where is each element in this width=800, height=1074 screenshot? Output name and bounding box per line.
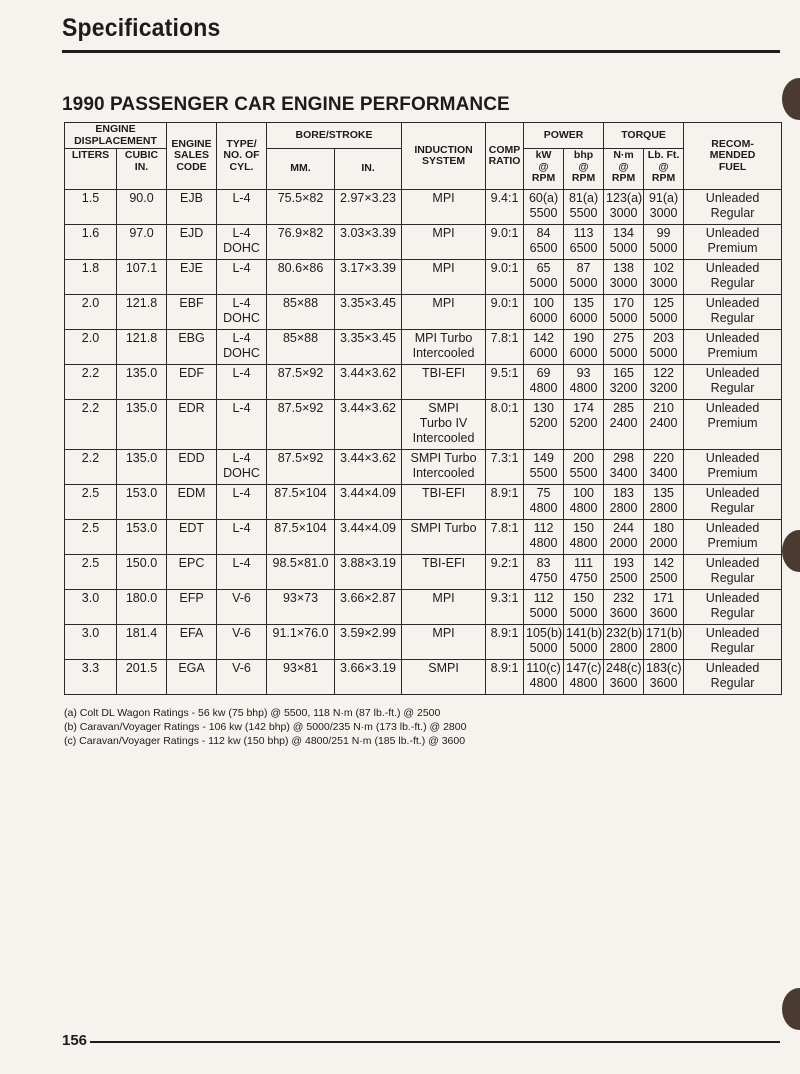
binder-hole-bottom — [782, 988, 800, 1030]
type-cylinders-header: TYPE/ NO. OF CYL. — [217, 123, 267, 190]
power-bhp-cell: 111 4750 — [564, 555, 604, 590]
power-kw-cell: 60(a) 5500 — [524, 190, 564, 225]
power-bhp-cell: 100 4800 — [564, 485, 604, 520]
cylinder-type-cell: V-6 — [217, 590, 267, 625]
cylinder-type-cell: L-4 DOHC — [217, 450, 267, 485]
table-body — [65, 190, 782, 695]
recommended-fuel-cell: Unleaded Premium — [684, 225, 782, 260]
cylinder-type-cell: L-4 — [217, 260, 267, 295]
recommended-fuel-cell: Unleaded Premium — [684, 450, 782, 485]
engine-code-cell: EDT — [167, 520, 217, 555]
bore-stroke-in-cell: 3.44×4.09 — [335, 520, 402, 555]
kw-rpm-header: kW @ RPM — [524, 149, 564, 190]
engine-code-cell: EFA — [167, 625, 217, 660]
cubic-in-cell: 90.0 — [117, 190, 167, 225]
table-row — [65, 485, 782, 520]
cubic-in-cell: 135.0 — [117, 450, 167, 485]
cylinder-type-cell: L-4 — [217, 485, 267, 520]
power-bhp-cell: 150 5000 — [564, 590, 604, 625]
recommended-fuel-cell: Unleaded Regular — [684, 295, 782, 330]
comp-ratio-cell: 7.8:1 — [486, 520, 524, 555]
torque-lbft-cell: 171 3600 — [644, 590, 684, 625]
engine-code-cell: EJE — [167, 260, 217, 295]
liters-cell: 2.2 — [65, 400, 117, 450]
table-row — [65, 400, 782, 450]
torque-nm-cell: 244 2000 — [604, 520, 644, 555]
comp-ratio-cell: 9.4:1 — [486, 190, 524, 225]
recommended-fuel-header: RECOM- MENDED FUEL — [684, 123, 782, 190]
power-kw-cell: 75 4800 — [524, 485, 564, 520]
comp-ratio-cell: 7.8:1 — [486, 330, 524, 365]
cubic-in-cell: 180.0 — [117, 590, 167, 625]
table-row — [65, 660, 782, 695]
liters-cell: 3.0 — [65, 625, 117, 660]
bore-stroke-in-cell: 3.44×3.62 — [335, 450, 402, 485]
header-rule — [62, 50, 780, 53]
engine-sales-code-header: ENGINE SALES CODE — [167, 123, 217, 190]
power-bhp-cell: 113 6500 — [564, 225, 604, 260]
torque-header: TORQUE — [604, 123, 684, 149]
torque-lbft-cell: 135 2800 — [644, 485, 684, 520]
liters-cell: 3.0 — [65, 590, 117, 625]
torque-nm-cell: 123(a) 3000 — [604, 190, 644, 225]
induction-system-cell: TBI-EFI — [402, 365, 486, 400]
engine-code-cell: EDF — [167, 365, 217, 400]
table-row — [65, 365, 782, 400]
bore-stroke-in-cell: 3.44×4.09 — [335, 485, 402, 520]
engine-code-cell: EBG — [167, 330, 217, 365]
power-bhp-cell: 141(b) 5000 — [564, 625, 604, 660]
induction-system-cell: MPI — [402, 625, 486, 660]
comp-ratio-header: COMP RATIO — [486, 123, 524, 190]
power-kw-cell: 84 6500 — [524, 225, 564, 260]
binder-hole-middle — [782, 530, 800, 572]
cylinder-type-cell: V-6 — [217, 660, 267, 695]
torque-lbft-cell: 142 2500 — [644, 555, 684, 590]
torque-lbft-cell: 210 2400 — [644, 400, 684, 450]
torque-lbft-cell: 203 5000 — [644, 330, 684, 365]
nm-rpm-header: N·m @ RPM — [604, 149, 644, 190]
bore-stroke-in-cell: 2.97×3.23 — [335, 190, 402, 225]
bore-stroke-in-cell: 3.66×2.87 — [335, 590, 402, 625]
power-kw-cell: 105(b) 5000 — [524, 625, 564, 660]
engine-code-cell: EPC — [167, 555, 217, 590]
cubic-in-cell: 181.4 — [117, 625, 167, 660]
power-kw-cell: 130 5200 — [524, 400, 564, 450]
table-row — [65, 590, 782, 625]
induction-system-cell: SMPI Turbo — [402, 520, 486, 555]
power-header: POWER — [524, 123, 604, 149]
torque-nm-cell: 232 3600 — [604, 590, 644, 625]
power-kw-cell: 112 4800 — [524, 520, 564, 555]
bore-stroke-mm-cell: 87.5×92 — [267, 400, 335, 450]
cylinder-type-cell: L-4 DOHC — [217, 225, 267, 260]
cylinder-type-cell: V-6 — [217, 625, 267, 660]
cubic-in-cell: 150.0 — [117, 555, 167, 590]
bore-stroke-in-cell: 3.44×3.62 — [335, 400, 402, 450]
induction-system-cell: MPI — [402, 260, 486, 295]
cubic-in-cell: 121.8 — [117, 330, 167, 365]
comp-ratio-cell: 9.0:1 — [486, 295, 524, 330]
torque-nm-cell: 285 2400 — [604, 400, 644, 450]
liters-cell: 2.2 — [65, 450, 117, 485]
power-bhp-cell: 190 6000 — [564, 330, 604, 365]
recommended-fuel-cell: Unleaded Regular — [684, 485, 782, 520]
cubic-in-cell: 153.0 — [117, 485, 167, 520]
comp-ratio-cell: 8.0:1 — [486, 400, 524, 450]
recommended-fuel-cell: Unleaded Premium — [684, 520, 782, 555]
torque-nm-cell: 275 5000 — [604, 330, 644, 365]
footnote-c: (c) Caravan/Voyager Ratings - 112 kw (150 bhp) @ 4800/251 N·m (185 lb.-ft.) @ 3600 — [64, 735, 466, 747]
power-bhp-cell: 81(a) 5500 — [564, 190, 604, 225]
bhp-rpm-header: bhp @ RPM — [564, 149, 604, 190]
liters-cell: 1.8 — [65, 260, 117, 295]
induction-system-cell: TBI-EFI — [402, 555, 486, 590]
power-kw-cell: 100 6000 — [524, 295, 564, 330]
cubic-in-header: CUBIC IN. — [117, 149, 167, 190]
torque-lbft-cell: 125 5000 — [644, 295, 684, 330]
engine-code-cell: EFP — [167, 590, 217, 625]
bore-stroke-mm-cell: 75.5×82 — [267, 190, 335, 225]
bore-stroke-in-cell: 3.88×3.19 — [335, 555, 402, 590]
torque-lbft-cell: 122 3200 — [644, 365, 684, 400]
bore-stroke-mm-cell: 87.5×92 — [267, 365, 335, 400]
recommended-fuel-cell: Unleaded Regular — [684, 660, 782, 695]
bore-stroke-mm-cell: 87.5×104 — [267, 520, 335, 555]
power-bhp-cell: 200 5500 — [564, 450, 604, 485]
footnote-a: (a) Colt DL Wagon Ratings - 56 kw (75 bhp) @ 5500, 118 N·m (87 lb.-ft.) @ 2500 — [64, 707, 441, 719]
liters-cell: 1.5 — [65, 190, 117, 225]
cubic-in-cell: 121.8 — [117, 295, 167, 330]
footer-rule — [90, 1041, 780, 1043]
induction-system-cell: MPI — [402, 225, 486, 260]
bore-stroke-in-cell: 3.35×3.45 — [335, 330, 402, 365]
torque-nm-cell: 193 2500 — [604, 555, 644, 590]
cubic-in-cell: 97.0 — [117, 225, 167, 260]
bore-stroke-header: BORE/STROKE — [267, 123, 402, 149]
liters-cell: 1.6 — [65, 225, 117, 260]
cylinder-type-cell: L-4 — [217, 190, 267, 225]
recommended-fuel-cell: Unleaded Regular — [684, 625, 782, 660]
cubic-in-cell: 135.0 — [117, 400, 167, 450]
bore-stroke-mm-cell: 87.5×92 — [267, 450, 335, 485]
bore-stroke-mm-cell: 93×73 — [267, 590, 335, 625]
comp-ratio-cell: 9.5:1 — [486, 365, 524, 400]
bore-stroke-in-cell: 3.03×3.39 — [335, 225, 402, 260]
table-row — [65, 555, 782, 590]
page-number: 156 — [62, 1032, 88, 1049]
engine-code-cell: EDR — [167, 400, 217, 450]
mm-header: MM. — [267, 149, 335, 190]
power-kw-cell: 112 5000 — [524, 590, 564, 625]
torque-nm-cell: 134 5000 — [604, 225, 644, 260]
power-bhp-cell: 87 5000 — [564, 260, 604, 295]
induction-system-cell: MPI Turbo Intercooled — [402, 330, 486, 365]
induction-system-cell: SMPI — [402, 660, 486, 695]
liters-cell: 3.3 — [65, 660, 117, 695]
induction-system-header: INDUCTION SYSTEM — [402, 123, 486, 190]
table-header — [65, 123, 782, 190]
engine-code-cell: EJB — [167, 190, 217, 225]
torque-lbft-cell: 99 5000 — [644, 225, 684, 260]
torque-nm-cell: 138 3000 — [604, 260, 644, 295]
table-row — [65, 520, 782, 555]
engine-performance-table — [64, 122, 782, 695]
bore-stroke-in-cell: 3.59×2.99 — [335, 625, 402, 660]
bore-stroke-mm-cell: 98.5×81.0 — [267, 555, 335, 590]
torque-nm-cell: 183 2800 — [604, 485, 644, 520]
engine-code-cell: EBF — [167, 295, 217, 330]
comp-ratio-cell: 9.3:1 — [486, 590, 524, 625]
torque-lbft-cell: 180 2000 — [644, 520, 684, 555]
table-row — [65, 190, 782, 225]
binder-hole-top — [782, 78, 800, 120]
cylinder-type-cell: L-4 — [217, 555, 267, 590]
induction-system-cell: SMPI Turbo IV Intercooled — [402, 400, 486, 450]
bore-stroke-in-cell: 3.35×3.45 — [335, 295, 402, 330]
liters-cell: 2.5 — [65, 485, 117, 520]
power-kw-cell: 83 4750 — [524, 555, 564, 590]
bore-stroke-in-cell: 3.44×3.62 — [335, 365, 402, 400]
induction-system-cell: MPI — [402, 295, 486, 330]
table-row — [65, 450, 782, 485]
bore-stroke-in-cell: 3.17×3.39 — [335, 260, 402, 295]
comp-ratio-cell: 8.9:1 — [486, 485, 524, 520]
cubic-in-cell: 201.5 — [117, 660, 167, 695]
recommended-fuel-cell: Unleaded Regular — [684, 590, 782, 625]
bore-stroke-mm-cell: 91.1×76.0 — [267, 625, 335, 660]
torque-lbft-cell: 220 3400 — [644, 450, 684, 485]
recommended-fuel-cell: Unleaded Premium — [684, 330, 782, 365]
torque-lbft-cell: 102 3000 — [644, 260, 684, 295]
power-kw-cell: 65 5000 — [524, 260, 564, 295]
torque-nm-cell: 170 5000 — [604, 295, 644, 330]
table-title: 1990 PASSENGER CAR ENGINE PERFORMANCE — [62, 94, 510, 115]
liters-cell: 2.2 — [65, 365, 117, 400]
cylinder-type-cell: L-4 — [217, 520, 267, 555]
bore-stroke-mm-cell: 85×88 — [267, 330, 335, 365]
table-row — [65, 260, 782, 295]
comp-ratio-cell: 9.0:1 — [486, 260, 524, 295]
engine-displacement-header: ENGINE DISPLACEMENT — [65, 123, 167, 149]
table-row — [65, 625, 782, 660]
table-row — [65, 225, 782, 260]
bore-stroke-mm-cell: 76.9×82 — [267, 225, 335, 260]
power-bhp-cell: 174 5200 — [564, 400, 604, 450]
torque-nm-cell: 298 3400 — [604, 450, 644, 485]
table-row — [65, 330, 782, 365]
power-kw-cell: 142 6000 — [524, 330, 564, 365]
cubic-in-cell: 153.0 — [117, 520, 167, 555]
liters-cell: 2.0 — [65, 295, 117, 330]
recommended-fuel-cell: Unleaded Regular — [684, 365, 782, 400]
torque-lbft-cell: 183(c) 3600 — [644, 660, 684, 695]
liters-cell: 2.5 — [65, 555, 117, 590]
engine-code-cell: EGA — [167, 660, 217, 695]
comp-ratio-cell: 9.0:1 — [486, 225, 524, 260]
induction-system-cell: MPI — [402, 590, 486, 625]
induction-system-cell: MPI — [402, 190, 486, 225]
torque-lbft-cell: 91(a) 3000 — [644, 190, 684, 225]
engine-code-cell: EDM — [167, 485, 217, 520]
comp-ratio-cell: 8.9:1 — [486, 625, 524, 660]
in-header: IN. — [335, 149, 402, 190]
engine-code-cell: EJD — [167, 225, 217, 260]
torque-nm-cell: 248(c) 3600 — [604, 660, 644, 695]
bore-stroke-in-cell: 3.66×3.19 — [335, 660, 402, 695]
power-kw-cell: 110(c) 4800 — [524, 660, 564, 695]
liters-header: LITERS — [65, 149, 117, 190]
footnote-b: (b) Caravan/Voyager Ratings - 106 kw (142 bhp) @ 5000/235 N·m (173 lb.-ft.) @ 2800 — [64, 721, 467, 733]
cylinder-type-cell: L-4 — [217, 400, 267, 450]
power-kw-cell: 69 4800 — [524, 365, 564, 400]
torque-lbft-cell: 171(b) 2800 — [644, 625, 684, 660]
induction-system-cell: SMPI Turbo Intercooled — [402, 450, 486, 485]
engine-code-cell: EDD — [167, 450, 217, 485]
recommended-fuel-cell: Unleaded Regular — [684, 190, 782, 225]
bore-stroke-mm-cell: 93×81 — [267, 660, 335, 695]
comp-ratio-cell: 8.9:1 — [486, 660, 524, 695]
comp-ratio-cell: 7.3:1 — [486, 450, 524, 485]
power-bhp-cell: 147(c) 4800 — [564, 660, 604, 695]
recommended-fuel-cell: Unleaded Regular — [684, 260, 782, 295]
table-row — [65, 295, 782, 330]
recommended-fuel-cell: Unleaded Premium — [684, 400, 782, 450]
cylinder-type-cell: L-4 DOHC — [217, 295, 267, 330]
footnotes — [64, 706, 466, 748]
bore-stroke-mm-cell: 87.5×104 — [267, 485, 335, 520]
induction-system-cell: TBI-EFI — [402, 485, 486, 520]
liters-cell: 2.0 — [65, 330, 117, 365]
comp-ratio-cell: 9.2:1 — [486, 555, 524, 590]
bore-stroke-mm-cell: 80.6×86 — [267, 260, 335, 295]
power-bhp-cell: 150 4800 — [564, 520, 604, 555]
cylinder-type-cell: L-4 DOHC — [217, 330, 267, 365]
liters-cell: 2.5 — [65, 520, 117, 555]
bore-stroke-mm-cell: 85×88 — [267, 295, 335, 330]
lbft-rpm-header: Lb. Ft. @ RPM — [644, 149, 684, 190]
recommended-fuel-cell: Unleaded Regular — [684, 555, 782, 590]
cubic-in-cell: 107.1 — [117, 260, 167, 295]
power-bhp-cell: 93 4800 — [564, 365, 604, 400]
torque-nm-cell: 232(b) 2800 — [604, 625, 644, 660]
page-header: Specifications — [62, 14, 221, 42]
cubic-in-cell: 135.0 — [117, 365, 167, 400]
power-kw-cell: 149 5500 — [524, 450, 564, 485]
power-bhp-cell: 135 6000 — [564, 295, 604, 330]
cylinder-type-cell: L-4 — [217, 365, 267, 400]
torque-nm-cell: 165 3200 — [604, 365, 644, 400]
